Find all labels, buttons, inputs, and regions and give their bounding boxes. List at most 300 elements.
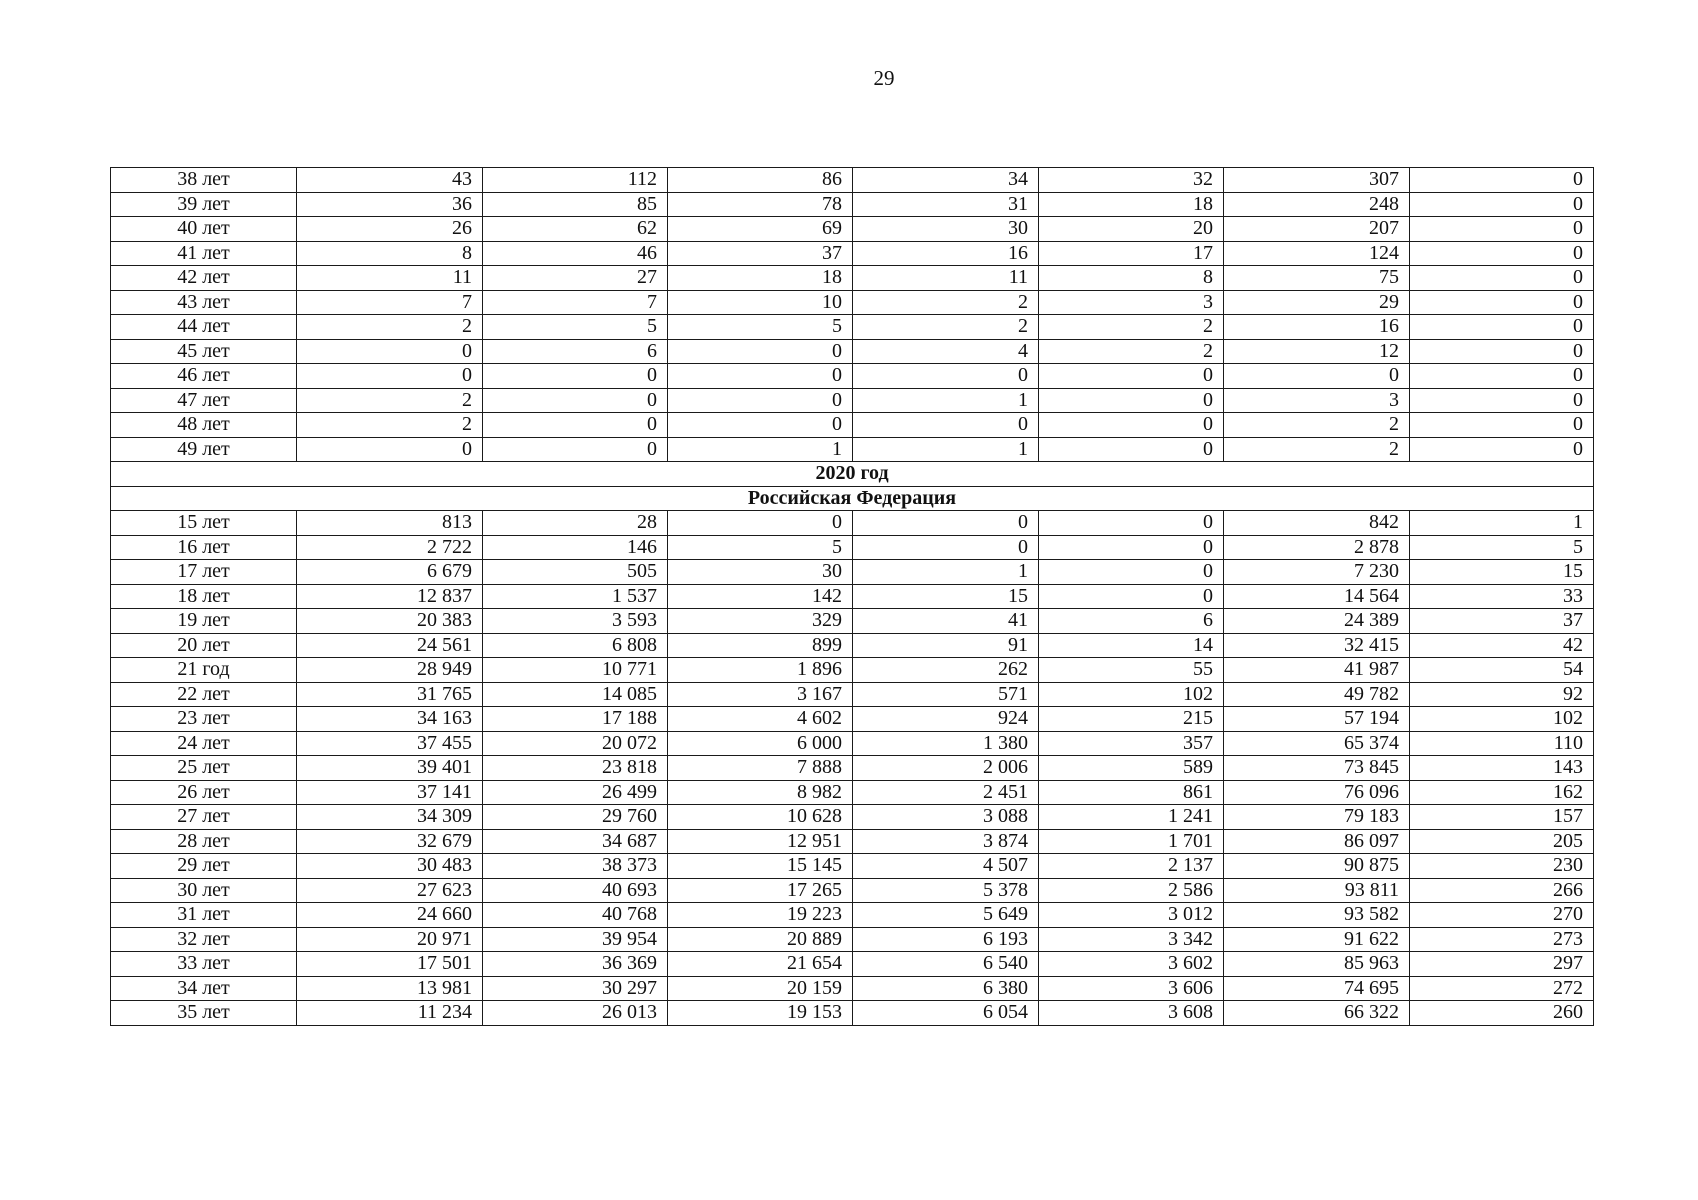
value-cell: 2 bbox=[1224, 413, 1410, 438]
age-label: 33 лет bbox=[111, 952, 297, 977]
value-cell: 12 bbox=[1224, 339, 1410, 364]
value-cell: 2 bbox=[1039, 315, 1224, 340]
value-cell: 31 bbox=[853, 192, 1039, 217]
value-cell: 0 bbox=[483, 388, 668, 413]
age-label: 26 лет bbox=[111, 780, 297, 805]
value-cell: 0 bbox=[1410, 315, 1594, 340]
value-cell: 110 bbox=[1410, 731, 1594, 756]
value-cell: 27 623 bbox=[297, 878, 483, 903]
value-cell: 143 bbox=[1410, 756, 1594, 781]
value-cell: 899 bbox=[668, 633, 853, 658]
value-cell: 12 951 bbox=[668, 829, 853, 854]
value-cell: 0 bbox=[483, 413, 668, 438]
value-cell: 36 369 bbox=[483, 952, 668, 977]
statistics-table bbox=[110, 167, 1594, 1026]
value-cell: 0 bbox=[853, 511, 1039, 536]
value-cell: 5 bbox=[668, 315, 853, 340]
age-label: 23 лет bbox=[111, 707, 297, 732]
value-cell: 0 bbox=[1039, 437, 1224, 462]
value-cell: 2 878 bbox=[1224, 535, 1410, 560]
value-cell: 6 bbox=[483, 339, 668, 364]
value-cell: 14 564 bbox=[1224, 584, 1410, 609]
age-label: 45 лет bbox=[111, 339, 297, 364]
value-cell: 11 bbox=[853, 266, 1039, 291]
value-cell: 2 722 bbox=[297, 535, 483, 560]
value-cell: 0 bbox=[1410, 339, 1594, 364]
age-label: 47 лет bbox=[111, 388, 297, 413]
value-cell: 0 bbox=[297, 364, 483, 389]
value-cell: 571 bbox=[853, 682, 1039, 707]
age-label: 34 лет bbox=[111, 976, 297, 1001]
value-cell: 3 593 bbox=[483, 609, 668, 634]
value-cell: 5 bbox=[1410, 535, 1594, 560]
value-cell: 5 bbox=[668, 535, 853, 560]
value-cell: 0 bbox=[483, 437, 668, 462]
table-row bbox=[111, 437, 1594, 462]
value-cell: 0 bbox=[1410, 168, 1594, 193]
value-cell: 24 389 bbox=[1224, 609, 1410, 634]
value-cell: 12 837 bbox=[297, 584, 483, 609]
value-cell: 14 085 bbox=[483, 682, 668, 707]
value-cell: 0 bbox=[853, 413, 1039, 438]
age-label: 42 лет bbox=[111, 266, 297, 291]
age-label: 46 лет bbox=[111, 364, 297, 389]
value-cell: 0 bbox=[1039, 364, 1224, 389]
table-row bbox=[111, 903, 1594, 928]
value-cell: 112 bbox=[483, 168, 668, 193]
value-cell: 15 bbox=[1410, 560, 1594, 585]
value-cell: 32 bbox=[1039, 168, 1224, 193]
value-cell: 8 bbox=[1039, 266, 1224, 291]
value-cell: 2 006 bbox=[853, 756, 1039, 781]
value-cell: 27 bbox=[483, 266, 668, 291]
value-cell: 205 bbox=[1410, 829, 1594, 854]
value-cell: 65 374 bbox=[1224, 731, 1410, 756]
value-cell: 19 223 bbox=[668, 903, 853, 928]
age-label: 28 лет bbox=[111, 829, 297, 854]
value-cell: 26 499 bbox=[483, 780, 668, 805]
value-cell: 270 bbox=[1410, 903, 1594, 928]
value-cell: 207 bbox=[1224, 217, 1410, 242]
value-cell: 16 bbox=[1224, 315, 1410, 340]
value-cell: 20 159 bbox=[668, 976, 853, 1001]
age-label: 44 лет bbox=[111, 315, 297, 340]
value-cell: 0 bbox=[1410, 437, 1594, 462]
age-label: 15 лет bbox=[111, 511, 297, 536]
value-cell: 55 bbox=[1039, 658, 1224, 683]
value-cell: 8 982 bbox=[668, 780, 853, 805]
table-row bbox=[111, 829, 1594, 854]
value-cell: 34 309 bbox=[297, 805, 483, 830]
value-cell: 10 bbox=[668, 290, 853, 315]
value-cell: 76 096 bbox=[1224, 780, 1410, 805]
value-cell: 0 bbox=[668, 511, 853, 536]
value-cell: 57 194 bbox=[1224, 707, 1410, 732]
value-cell: 102 bbox=[1039, 682, 1224, 707]
value-cell: 11 234 bbox=[297, 1001, 483, 1026]
value-cell: 73 845 bbox=[1224, 756, 1410, 781]
value-cell: 41 bbox=[853, 609, 1039, 634]
value-cell: 20 889 bbox=[668, 927, 853, 952]
value-cell: 17 265 bbox=[668, 878, 853, 903]
age-label: 49 лет bbox=[111, 437, 297, 462]
table-row bbox=[111, 805, 1594, 830]
table-row bbox=[111, 364, 1594, 389]
value-cell: 0 bbox=[668, 339, 853, 364]
value-cell: 19 153 bbox=[668, 1001, 853, 1026]
value-cell: 91 622 bbox=[1224, 927, 1410, 952]
value-cell: 260 bbox=[1410, 1001, 1594, 1026]
value-cell: 6 380 bbox=[853, 976, 1039, 1001]
value-cell: 7 230 bbox=[1224, 560, 1410, 585]
value-cell: 0 bbox=[1410, 266, 1594, 291]
value-cell: 2 bbox=[1039, 339, 1224, 364]
value-cell: 266 bbox=[1410, 878, 1594, 903]
value-cell: 2 bbox=[853, 315, 1039, 340]
value-cell: 6 679 bbox=[297, 560, 483, 585]
age-label: 35 лет bbox=[111, 1001, 297, 1026]
value-cell: 4 602 bbox=[668, 707, 853, 732]
value-cell: 3 088 bbox=[853, 805, 1039, 830]
value-cell: 79 183 bbox=[1224, 805, 1410, 830]
value-cell: 297 bbox=[1410, 952, 1594, 977]
value-cell: 6 bbox=[1039, 609, 1224, 634]
value-cell: 30 483 bbox=[297, 854, 483, 879]
value-cell: 0 bbox=[1410, 217, 1594, 242]
age-label: 25 лет bbox=[111, 756, 297, 781]
value-cell: 3 606 bbox=[1039, 976, 1224, 1001]
table-row bbox=[111, 388, 1594, 413]
value-cell: 2 bbox=[1224, 437, 1410, 462]
value-cell: 4 507 bbox=[853, 854, 1039, 879]
value-cell: 6 540 bbox=[853, 952, 1039, 977]
value-cell: 1 bbox=[668, 437, 853, 462]
age-label: 38 лет bbox=[111, 168, 297, 193]
age-label: 43 лет bbox=[111, 290, 297, 315]
value-cell: 85 bbox=[483, 192, 668, 217]
age-label: 29 лет bbox=[111, 854, 297, 879]
value-cell: 1 241 bbox=[1039, 805, 1224, 830]
value-cell: 93 811 bbox=[1224, 878, 1410, 903]
value-cell: 69 bbox=[668, 217, 853, 242]
value-cell: 6 000 bbox=[668, 731, 853, 756]
value-cell: 842 bbox=[1224, 511, 1410, 536]
table-row bbox=[111, 560, 1594, 585]
age-label: 24 лет bbox=[111, 731, 297, 756]
value-cell: 7 888 bbox=[668, 756, 853, 781]
age-label: 39 лет bbox=[111, 192, 297, 217]
table-row bbox=[111, 927, 1594, 952]
age-label: 31 лет bbox=[111, 903, 297, 928]
value-cell: 0 bbox=[853, 535, 1039, 560]
value-cell: 75 bbox=[1224, 266, 1410, 291]
value-cell: 0 bbox=[1039, 511, 1224, 536]
table-row bbox=[111, 854, 1594, 879]
value-cell: 36 bbox=[297, 192, 483, 217]
value-cell: 15 145 bbox=[668, 854, 853, 879]
table-row bbox=[111, 584, 1594, 609]
value-cell: 46 bbox=[483, 241, 668, 266]
value-cell: 0 bbox=[1410, 413, 1594, 438]
value-cell: 1 bbox=[853, 388, 1039, 413]
value-cell: 6 808 bbox=[483, 633, 668, 658]
value-cell: 18 bbox=[668, 266, 853, 291]
value-cell: 7 bbox=[297, 290, 483, 315]
table-row bbox=[111, 339, 1594, 364]
value-cell: 32 679 bbox=[297, 829, 483, 854]
value-cell: 78 bbox=[668, 192, 853, 217]
value-cell: 26 bbox=[297, 217, 483, 242]
table-row bbox=[111, 976, 1594, 1001]
table-row bbox=[111, 952, 1594, 977]
age-label: 17 лет bbox=[111, 560, 297, 585]
value-cell: 329 bbox=[668, 609, 853, 634]
value-cell: 90 875 bbox=[1224, 854, 1410, 879]
section-header-row bbox=[111, 486, 1594, 511]
value-cell: 34 bbox=[853, 168, 1039, 193]
value-cell: 3 608 bbox=[1039, 1001, 1224, 1026]
value-cell: 0 bbox=[668, 413, 853, 438]
value-cell: 40 693 bbox=[483, 878, 668, 903]
value-cell: 0 bbox=[297, 437, 483, 462]
value-cell: 32 415 bbox=[1224, 633, 1410, 658]
value-cell: 0 bbox=[1039, 584, 1224, 609]
value-cell: 86 097 bbox=[1224, 829, 1410, 854]
value-cell: 262 bbox=[853, 658, 1039, 683]
value-cell: 0 bbox=[1224, 364, 1410, 389]
age-label: 19 лет bbox=[111, 609, 297, 634]
value-cell: 7 bbox=[483, 290, 668, 315]
value-cell: 248 bbox=[1224, 192, 1410, 217]
value-cell: 34 687 bbox=[483, 829, 668, 854]
value-cell: 146 bbox=[483, 535, 668, 560]
value-cell: 2 137 bbox=[1039, 854, 1224, 879]
value-cell: 0 bbox=[483, 364, 668, 389]
value-cell: 3 012 bbox=[1039, 903, 1224, 928]
value-cell: 0 bbox=[1039, 413, 1224, 438]
table-row bbox=[111, 192, 1594, 217]
table-row bbox=[111, 878, 1594, 903]
value-cell: 0 bbox=[1410, 192, 1594, 217]
value-cell: 20 bbox=[1039, 217, 1224, 242]
value-cell: 3 602 bbox=[1039, 952, 1224, 977]
value-cell: 5 649 bbox=[853, 903, 1039, 928]
value-cell: 37 bbox=[1410, 609, 1594, 634]
value-cell: 91 bbox=[853, 633, 1039, 658]
age-label: 16 лет bbox=[111, 535, 297, 560]
value-cell: 6 193 bbox=[853, 927, 1039, 952]
value-cell: 4 bbox=[853, 339, 1039, 364]
value-cell: 5 bbox=[483, 315, 668, 340]
value-cell: 813 bbox=[297, 511, 483, 536]
value-cell: 1 bbox=[853, 437, 1039, 462]
value-cell: 43 bbox=[297, 168, 483, 193]
value-cell: 37 bbox=[668, 241, 853, 266]
value-cell: 0 bbox=[1410, 290, 1594, 315]
value-cell: 1 537 bbox=[483, 584, 668, 609]
value-cell: 30 bbox=[853, 217, 1039, 242]
value-cell: 37 455 bbox=[297, 731, 483, 756]
age-label: 21 год bbox=[111, 658, 297, 683]
value-cell: 34 163 bbox=[297, 707, 483, 732]
value-cell: 39 401 bbox=[297, 756, 483, 781]
value-cell: 28 bbox=[483, 511, 668, 536]
value-cell: 2 bbox=[297, 388, 483, 413]
value-cell: 62 bbox=[483, 217, 668, 242]
value-cell: 37 141 bbox=[297, 780, 483, 805]
value-cell: 0 bbox=[1410, 364, 1594, 389]
value-cell: 3 bbox=[1224, 388, 1410, 413]
page-number: 29 bbox=[873, 66, 895, 90]
value-cell: 54 bbox=[1410, 658, 1594, 683]
age-label: 27 лет bbox=[111, 805, 297, 830]
value-cell: 14 bbox=[1039, 633, 1224, 658]
age-label: 32 лет bbox=[111, 927, 297, 952]
value-cell: 92 bbox=[1410, 682, 1594, 707]
value-cell: 30 297 bbox=[483, 976, 668, 1001]
value-cell: 21 654 bbox=[668, 952, 853, 977]
value-cell: 861 bbox=[1039, 780, 1224, 805]
value-cell: 2 bbox=[853, 290, 1039, 315]
value-cell: 10 771 bbox=[483, 658, 668, 683]
value-cell: 1 bbox=[853, 560, 1039, 585]
value-cell: 49 782 bbox=[1224, 682, 1410, 707]
table-row bbox=[111, 1001, 1594, 1026]
value-cell: 28 949 bbox=[297, 658, 483, 683]
value-cell: 0 bbox=[668, 388, 853, 413]
table-row bbox=[111, 780, 1594, 805]
table-row bbox=[111, 511, 1594, 536]
value-cell: 1 380 bbox=[853, 731, 1039, 756]
table-row bbox=[111, 241, 1594, 266]
value-cell: 86 bbox=[668, 168, 853, 193]
value-cell: 0 bbox=[1410, 241, 1594, 266]
value-cell: 272 bbox=[1410, 976, 1594, 1001]
value-cell: 0 bbox=[1039, 560, 1224, 585]
table-row bbox=[111, 707, 1594, 732]
value-cell: 38 373 bbox=[483, 854, 668, 879]
value-cell: 16 bbox=[853, 241, 1039, 266]
value-cell: 0 bbox=[668, 364, 853, 389]
value-cell: 0 bbox=[1410, 388, 1594, 413]
value-cell: 1 bbox=[1410, 511, 1594, 536]
value-cell: 33 bbox=[1410, 584, 1594, 609]
value-cell: 0 bbox=[1039, 535, 1224, 560]
section-header-row bbox=[111, 462, 1594, 487]
value-cell: 20 072 bbox=[483, 731, 668, 756]
age-label: 40 лет bbox=[111, 217, 297, 242]
value-cell: 30 bbox=[668, 560, 853, 585]
value-cell: 157 bbox=[1410, 805, 1594, 830]
value-cell: 215 bbox=[1039, 707, 1224, 732]
table-row bbox=[111, 290, 1594, 315]
value-cell: 307 bbox=[1224, 168, 1410, 193]
value-cell: 17 501 bbox=[297, 952, 483, 977]
value-cell: 85 963 bbox=[1224, 952, 1410, 977]
value-cell: 2 bbox=[297, 413, 483, 438]
value-cell: 24 561 bbox=[297, 633, 483, 658]
value-cell: 40 768 bbox=[483, 903, 668, 928]
value-cell: 0 bbox=[853, 364, 1039, 389]
value-cell: 11 bbox=[297, 266, 483, 291]
value-cell: 589 bbox=[1039, 756, 1224, 781]
age-label: 22 лет bbox=[111, 682, 297, 707]
value-cell: 3 874 bbox=[853, 829, 1039, 854]
table-row bbox=[111, 217, 1594, 242]
table-row bbox=[111, 633, 1594, 658]
age-label: 41 лет bbox=[111, 241, 297, 266]
value-cell: 230 bbox=[1410, 854, 1594, 879]
value-cell: 0 bbox=[1039, 388, 1224, 413]
value-cell: 20 383 bbox=[297, 609, 483, 634]
value-cell: 162 bbox=[1410, 780, 1594, 805]
value-cell: 2 bbox=[297, 315, 483, 340]
value-cell: 6 054 bbox=[853, 1001, 1039, 1026]
value-cell: 3 167 bbox=[668, 682, 853, 707]
value-cell: 23 818 bbox=[483, 756, 668, 781]
table-row bbox=[111, 756, 1594, 781]
table-row bbox=[111, 609, 1594, 634]
value-cell: 42 bbox=[1410, 633, 1594, 658]
value-cell: 8 bbox=[297, 241, 483, 266]
value-cell: 29 bbox=[1224, 290, 1410, 315]
value-cell: 3 bbox=[1039, 290, 1224, 315]
value-cell: 1 896 bbox=[668, 658, 853, 683]
table-row bbox=[111, 266, 1594, 291]
value-cell: 2 451 bbox=[853, 780, 1039, 805]
value-cell: 10 628 bbox=[668, 805, 853, 830]
value-cell: 5 378 bbox=[853, 878, 1039, 903]
age-label: 30 лет bbox=[111, 878, 297, 903]
value-cell: 924 bbox=[853, 707, 1039, 732]
value-cell: 273 bbox=[1410, 927, 1594, 952]
value-cell: 142 bbox=[668, 584, 853, 609]
value-cell: 66 322 bbox=[1224, 1001, 1410, 1026]
section-header: 2020 год bbox=[111, 462, 1594, 487]
section-header: Российская Федерация bbox=[111, 486, 1594, 511]
value-cell: 41 987 bbox=[1224, 658, 1410, 683]
table-row bbox=[111, 315, 1594, 340]
value-cell: 20 971 bbox=[297, 927, 483, 952]
age-label: 20 лет bbox=[111, 633, 297, 658]
value-cell: 29 760 bbox=[483, 805, 668, 830]
value-cell: 1 701 bbox=[1039, 829, 1224, 854]
value-cell: 39 954 bbox=[483, 927, 668, 952]
value-cell: 13 981 bbox=[297, 976, 483, 1001]
age-label: 48 лет bbox=[111, 413, 297, 438]
value-cell: 2 586 bbox=[1039, 878, 1224, 903]
table-row bbox=[111, 682, 1594, 707]
value-cell: 74 695 bbox=[1224, 976, 1410, 1001]
table-row bbox=[111, 535, 1594, 560]
table-row bbox=[111, 168, 1594, 193]
value-cell: 357 bbox=[1039, 731, 1224, 756]
value-cell: 24 660 bbox=[297, 903, 483, 928]
table-row bbox=[111, 413, 1594, 438]
value-cell: 17 188 bbox=[483, 707, 668, 732]
table-row bbox=[111, 658, 1594, 683]
value-cell: 0 bbox=[297, 339, 483, 364]
table-row bbox=[111, 731, 1594, 756]
value-cell: 124 bbox=[1224, 241, 1410, 266]
value-cell: 31 765 bbox=[297, 682, 483, 707]
value-cell: 18 bbox=[1039, 192, 1224, 217]
value-cell: 15 bbox=[853, 584, 1039, 609]
value-cell: 102 bbox=[1410, 707, 1594, 732]
value-cell: 3 342 bbox=[1039, 927, 1224, 952]
value-cell: 26 013 bbox=[483, 1001, 668, 1026]
value-cell: 93 582 bbox=[1224, 903, 1410, 928]
